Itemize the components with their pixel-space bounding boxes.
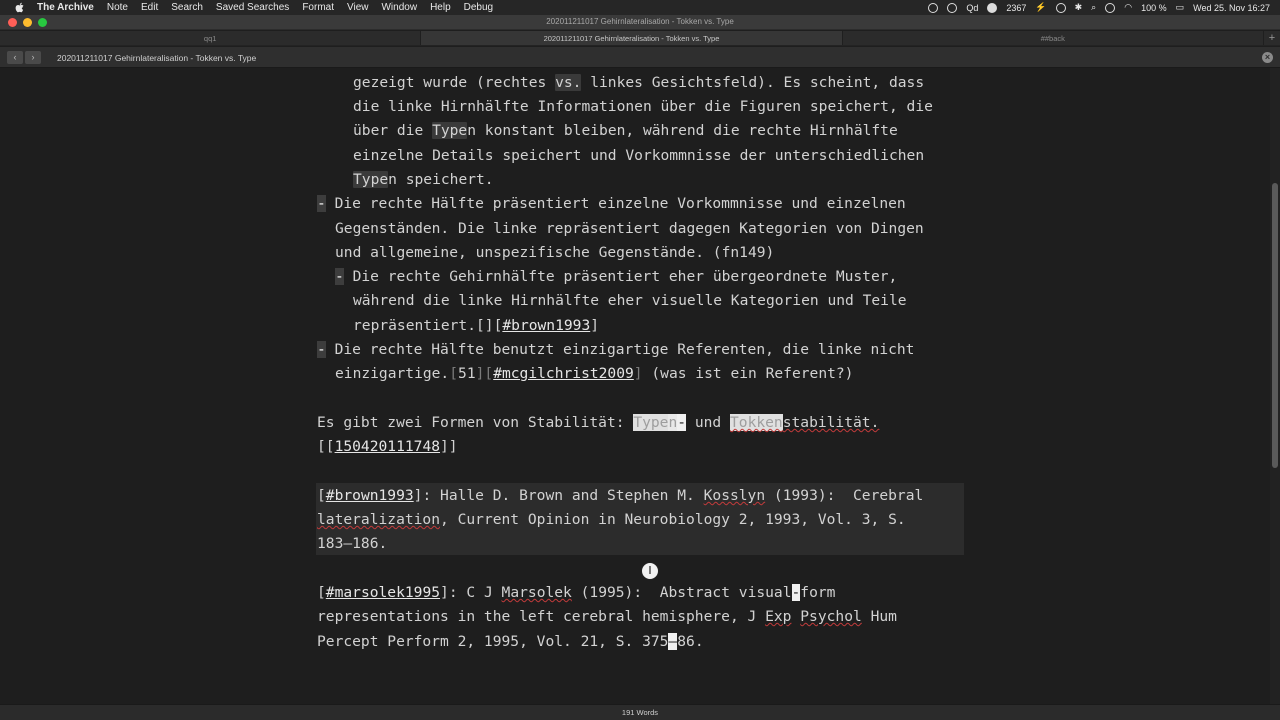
wifi-icon[interactable]: ◠: [1124, 2, 1133, 12]
battery-percent[interactable]: 100 %: [1141, 2, 1167, 13]
citation-link[interactable]: #brown1993: [325, 487, 414, 504]
list-bullet: -: [317, 341, 326, 358]
editor-line: [[150420111748]]: [317, 438, 458, 455]
menu-bar: [0, 0, 1280, 15]
battery-icon[interactable]: ▭: [1175, 2, 1185, 12]
menu-window[interactable]: Window: [381, 2, 418, 13]
editor-line: die linke Hirnhälfte Informationen über die Figuren speichert, die: [353, 98, 933, 115]
editor-line: representations in the left cerebral hemisphere, J Exp Psychol Hum: [317, 608, 897, 625]
editor-line: - Die rechte Hälfte benutzt einzigartige Referenten, die linke nicht: [317, 341, 915, 358]
editor-line: Gegenständen. Die linke repräsentiert dagegen Kategorien von Dingen: [335, 220, 924, 237]
status-bar: [0, 704, 1280, 720]
time-machine-icon[interactable]: [1105, 3, 1115, 13]
bluetooth-icon[interactable]: ✱: [1074, 2, 1083, 12]
editor-line: während die linke Hirnhälfte eher visuelle Kategorien und Teile: [353, 292, 907, 309]
citation-link[interactable]: #brown1993: [502, 317, 591, 334]
new-tab-button[interactable]: +: [1268, 32, 1276, 44]
sync-icon[interactable]: [1056, 3, 1066, 13]
back-button[interactable]: ‹: [7, 51, 23, 64]
tab-current-note[interactable]: 202011211017 Gehirnlateralisation - Tokken vs. Type: [421, 31, 842, 45]
note-link[interactable]: 150420111748: [334, 438, 441, 455]
editor-line: lateralization, Current Opinion in Neurobiology 2, 1993, Vol. 3, S.: [317, 511, 906, 528]
omnibar-note-title[interactable]: 202011211017 Gehirnlateralisation - Tokken vs. Type: [57, 53, 257, 63]
editor-line: 183–186.: [317, 535, 388, 552]
menu-debug[interactable]: Debug: [463, 2, 494, 13]
menu-app-name[interactable]: The Archive: [37, 2, 94, 13]
scrollbar-thumb[interactable]: [1272, 183, 1278, 468]
qd-status[interactable]: Qd: [966, 2, 979, 13]
omnibar: [0, 47, 1280, 68]
editor-line: über die Typen konstant bleiben, während die rechte Hirnhälfte: [353, 122, 898, 139]
citation-link[interactable]: #marsolek1995: [325, 584, 441, 601]
list-bullet: -: [317, 195, 326, 212]
menu-search[interactable]: Search: [171, 2, 203, 13]
menu-format[interactable]: Format: [302, 2, 334, 13]
editor-scrollbar[interactable]: [1270, 68, 1280, 704]
editor-line: einzelne Details speichert und Vorkommnisse der unterschiedlichen: [353, 147, 925, 164]
editor-line: und allgemeine, unspezifische Gegenstände. (fn149): [335, 244, 775, 261]
window-titlebar: [0, 15, 1280, 30]
tab-bar: [0, 31, 1280, 46]
editor-line: - Die rechte Gehirnhälfte präsentiert eher übergeordnete Muster,: [335, 268, 898, 285]
note-editor[interactable]: [0, 68, 1280, 704]
citation-link[interactable]: #mcgilchrist2009: [493, 365, 634, 382]
compass-icon[interactable]: [987, 3, 997, 13]
record-icon[interactable]: [928, 3, 938, 13]
clear-search-icon[interactable]: ×: [1262, 52, 1273, 63]
text-cursor-icon: Ⅰ: [641, 562, 659, 580]
cast-icon[interactable]: [947, 3, 957, 13]
list-bullet: -: [335, 268, 344, 285]
editor-line: repräsentiert.[][#brown1993]: [353, 317, 600, 334]
tab-qq1[interactable]: qq1: [0, 31, 421, 45]
magic-wand-icon[interactable]: ⚡: [1035, 2, 1047, 12]
window-title: 202011211017 Gehirnlateralisation - Tokken vs. Type: [546, 17, 734, 26]
menu-note[interactable]: Note: [106, 2, 128, 13]
menu-help[interactable]: Help: [430, 2, 451, 13]
editor-line: Typen speichert.: [353, 171, 494, 188]
editor-line: [#marsolek1995]: C J Marsolek (1995): Abstract visual-form: [317, 584, 836, 601]
editor-line: einzigartige.[51][#mcgilchrist2009] (was ist ein Referent?): [335, 365, 854, 382]
editor-line: [#brown1993]: Halle D. Brown and Stephen M. Kosslyn (1993): Cerebral: [317, 487, 924, 504]
editor-line: Percept Perform 2, 1995, Vol. 21, S. 375–86.: [317, 633, 704, 650]
spotlight-icon[interactable]: ⌕: [1091, 2, 1097, 12]
editor-line: Es gibt zwei Formen von Stabilität: Typen- und Tokkenstabilität.: [317, 414, 880, 431]
menu-saved-searches[interactable]: Saved Searches: [215, 2, 290, 13]
word-count: 191 Words: [621, 708, 659, 717]
status-area: [928, 0, 1270, 15]
apple-icon[interactable]: [13, 2, 27, 13]
menu-view[interactable]: View: [346, 2, 369, 13]
tab-back[interactable]: ##back: [843, 31, 1264, 45]
editor-line: - Die rechte Hälfte präsentiert einzelne Vorkommnisse und einzelnen: [317, 195, 906, 212]
menubar-clock[interactable]: Wed 25. Nov 16:27: [1193, 2, 1270, 13]
menu-edit[interactable]: Edit: [141, 2, 159, 13]
editor-line: gezeigt wurde (rechtes vs. linkes Gesichtsfeld). Es scheint, dass: [353, 74, 925, 91]
word-counter-status[interactable]: 2367: [1006, 2, 1027, 13]
forward-button[interactable]: ›: [25, 51, 41, 64]
